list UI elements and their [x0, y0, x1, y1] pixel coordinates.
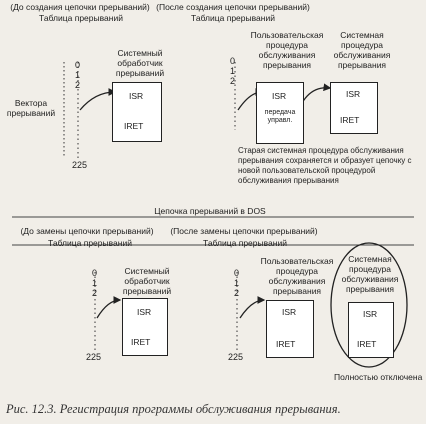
isr-label: ISR [282, 307, 297, 317]
vector-number: 2 [75, 80, 81, 90]
user-proc-label: Пользовательская процедура обслуживания прерывания [250, 30, 324, 70]
top-right-header: (После создания цепочки прерываний) [156, 2, 310, 12]
iret-label: IRET [357, 339, 377, 349]
vector-number: 2 [230, 76, 236, 86]
system-proc-label: Системная процедура обслуживания прерывания [341, 254, 399, 294]
bottom-left-header: (До замены цепочки прерываний) [20, 226, 154, 236]
user-proc-page [256, 82, 304, 144]
user-proc-label: Пользовательская процедура обслуживания прерывания [260, 256, 334, 296]
vector-arrow [97, 300, 120, 318]
system-proc-page [348, 302, 394, 358]
vector-number: 0 [234, 268, 240, 278]
isr-label: ISR [272, 91, 287, 101]
system-proc-page [330, 82, 378, 134]
system-handler-page [112, 82, 162, 142]
vector-number: 225 [72, 160, 88, 170]
user-proc-page [266, 300, 314, 358]
vector-number: 1 [234, 278, 240, 288]
vector-number: 2 [92, 288, 98, 298]
vectors-label: Вектора прерываний [6, 98, 56, 118]
chain-note: Старая системная процедура обслуживания прерывания сохраняется и образует цепочку с новой пользовательской процедурой обслуживания прерывания [238, 146, 412, 185]
isr-label: ISR [346, 89, 361, 99]
section-title: Цепочка прерываний в DOS [154, 206, 266, 216]
system-handler-label: Системный обработчик прерываний [122, 266, 172, 296]
vector-arrow [240, 300, 264, 318]
vector-number: 2 [234, 288, 240, 298]
bottom-right-header: (После замены цепочки прерываний) [170, 226, 318, 236]
isr-label: ISR [129, 91, 144, 101]
iret-label: IRET [131, 337, 151, 347]
top-left-subheader: Таблица прерываний [39, 13, 123, 23]
iret-label: IRET [340, 115, 360, 125]
isr-label: ISR [137, 307, 152, 317]
vector-number: 1 [92, 278, 98, 288]
system-proc-label: Системная процедура обслуживания прерывания [333, 30, 391, 70]
vector-number: 0 [75, 60, 81, 70]
transfer-label: передача управл. [264, 109, 296, 124]
iret-label: IRET [276, 339, 296, 349]
vector-number: 225 [86, 352, 102, 362]
vector-number: 0 [230, 56, 236, 66]
vector-number: 1 [230, 66, 236, 76]
vector-number: 1 [75, 70, 81, 80]
vector-number: 225 [228, 352, 244, 362]
bottom-left-subheader: Таблица прерываний [48, 238, 132, 248]
vector-number: 0 [92, 268, 98, 278]
figure-caption: Рис. 12.3. Регистрация программы обслуживания прерывания. [6, 402, 341, 416]
system-handler-label: Системный обработчик прерываний [115, 48, 165, 78]
system-handler-page [122, 298, 168, 356]
bottom-right-subheader: Таблица прерываний [203, 238, 287, 248]
iret-label: IRET [124, 121, 144, 131]
disabled-label: Полностью отключена [334, 372, 423, 382]
isr-label: ISR [363, 309, 378, 319]
top-right-subheader: Таблица прерываний [191, 13, 275, 23]
top-left-header: (До создания цепочки прерываний) [10, 2, 150, 12]
vector-arrow [80, 92, 115, 110]
